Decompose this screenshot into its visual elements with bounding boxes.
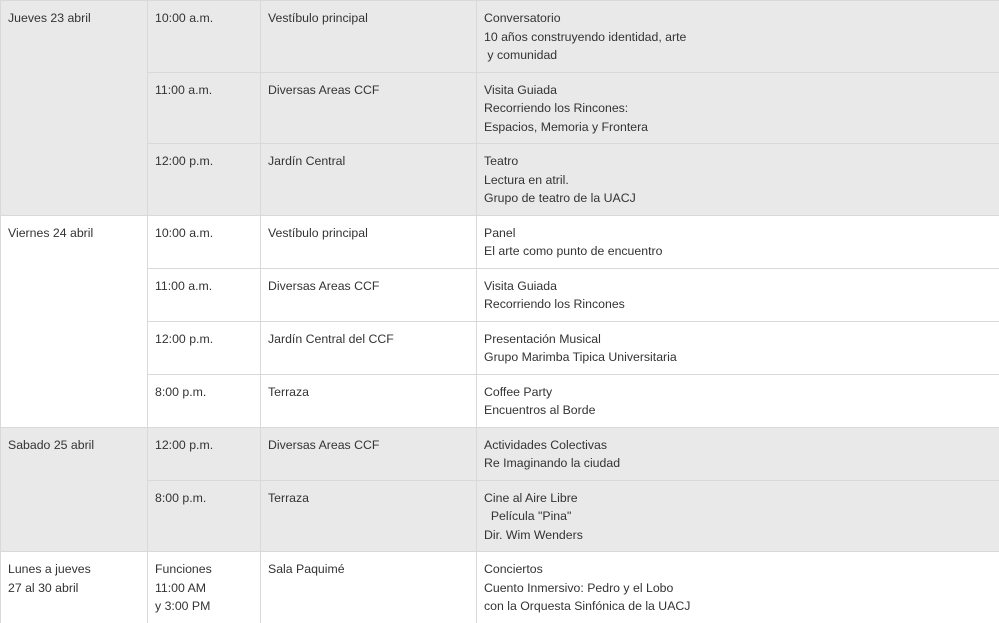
place-cell: Sala Paquimé [261, 552, 477, 623]
time-line: 10:00 a.m. [155, 9, 254, 28]
time-line: 11:00 a.m. [155, 277, 254, 296]
place-cell: Terraza [261, 374, 477, 427]
activity-line: Encuentros al Borde [484, 401, 993, 420]
activity-line: Cuento Inmersivo: Pedro y el Lobo [484, 579, 993, 598]
time-line: 11:00 AM [155, 579, 254, 598]
activity-cell [477, 480, 999, 552]
activity-cell [477, 268, 999, 321]
time-cell [148, 72, 261, 144]
place-cell: Diversas Areas CCF [261, 427, 477, 480]
time-line: y 3:00 PM [155, 597, 254, 616]
time-cell [148, 480, 261, 552]
activity-line: y comunidad [484, 46, 993, 65]
activity-line: Recorriendo los Rincones: [484, 99, 993, 118]
place-cell: Vestíbulo principal [261, 1, 477, 73]
place-cell: Diversas Areas CCF [261, 268, 477, 321]
activity-cell [477, 1, 999, 73]
time-line: 12:00 p.m. [155, 436, 254, 455]
table-row [1, 144, 999, 216]
day-cell: Sabado 25 abril [1, 427, 148, 552]
time-cell [148, 1, 261, 73]
place-cell: Jardín Central [261, 144, 477, 216]
place-cell: Jardín Central del CCF [261, 321, 477, 374]
activity-cell [477, 72, 999, 144]
activity-line: Visita Guiada [484, 81, 993, 100]
time-line: Funciones [155, 560, 254, 579]
activity-line: Película "Pina" [484, 507, 993, 526]
place-cell: Terraza [261, 480, 477, 552]
activity-line: 10 años construyendo identidad, arte [484, 28, 993, 47]
place-cell: Diversas Areas CCF [261, 72, 477, 144]
activity-line: Conciertos [484, 560, 993, 579]
activity-line: Conversatorio [484, 9, 993, 28]
table-row [1, 552, 999, 623]
activity-line: Coffee Party [484, 383, 993, 402]
day-cell: Lunes a jueves 27 al 30 abril [1, 552, 148, 623]
activity-cell [477, 144, 999, 216]
time-cell [148, 321, 261, 374]
time-cell [148, 268, 261, 321]
table-row [1, 268, 999, 321]
activity-cell [477, 552, 999, 623]
activity-line: Panel [484, 224, 993, 243]
time-line: 8:00 p.m. [155, 489, 254, 508]
activity-line: Grupo de teatro de la UACJ [484, 189, 993, 208]
activity-line: Teatro [484, 152, 993, 171]
table-row [1, 480, 999, 552]
table-row [1, 215, 999, 268]
time-cell [148, 552, 261, 623]
activity-line: Grupo Marimba Tipica Universitaria [484, 348, 993, 367]
activity-cell [477, 215, 999, 268]
activity-line: Cine al Aire Libre [484, 489, 993, 508]
activity-cell [477, 374, 999, 427]
activity-cell [477, 321, 999, 374]
table-row [1, 374, 999, 427]
table-row [1, 427, 999, 480]
time-cell [148, 427, 261, 480]
activity-cell [477, 427, 999, 480]
time-cell [148, 374, 261, 427]
day-cell: Viernes 24 abril [1, 215, 148, 427]
time-line: 12:00 p.m. [155, 330, 254, 349]
table-row [1, 1, 999, 73]
time-line: 12:00 p.m. [155, 152, 254, 171]
place-cell: Vestíbulo principal [261, 215, 477, 268]
activity-line: Re Imaginando la ciudad [484, 454, 993, 473]
time-cell [148, 215, 261, 268]
activity-line: Presentación Musical [484, 330, 993, 349]
activity-line: Actividades Colectivas [484, 436, 993, 455]
table-row [1, 321, 999, 374]
day-cell: Jueves 23 abril [1, 1, 148, 216]
time-line: 11:00 a.m. [155, 81, 254, 100]
activity-line: Dir. Wim Wenders [484, 526, 993, 545]
activity-line: Espacios, Memoria y Frontera [484, 118, 993, 137]
time-line: 8:00 p.m. [155, 383, 254, 402]
activity-line: con la Orquesta Sinfónica de la UACJ [484, 597, 993, 616]
activity-line: El arte como punto de encuentro [484, 242, 993, 261]
activity-line: Recorriendo los Rincones [484, 295, 993, 314]
activity-line: Lectura en atril. [484, 171, 993, 190]
activity-line: Visita Guiada [484, 277, 993, 296]
table-row [1, 72, 999, 144]
time-line: 10:00 a.m. [155, 224, 254, 243]
time-cell [148, 144, 261, 216]
